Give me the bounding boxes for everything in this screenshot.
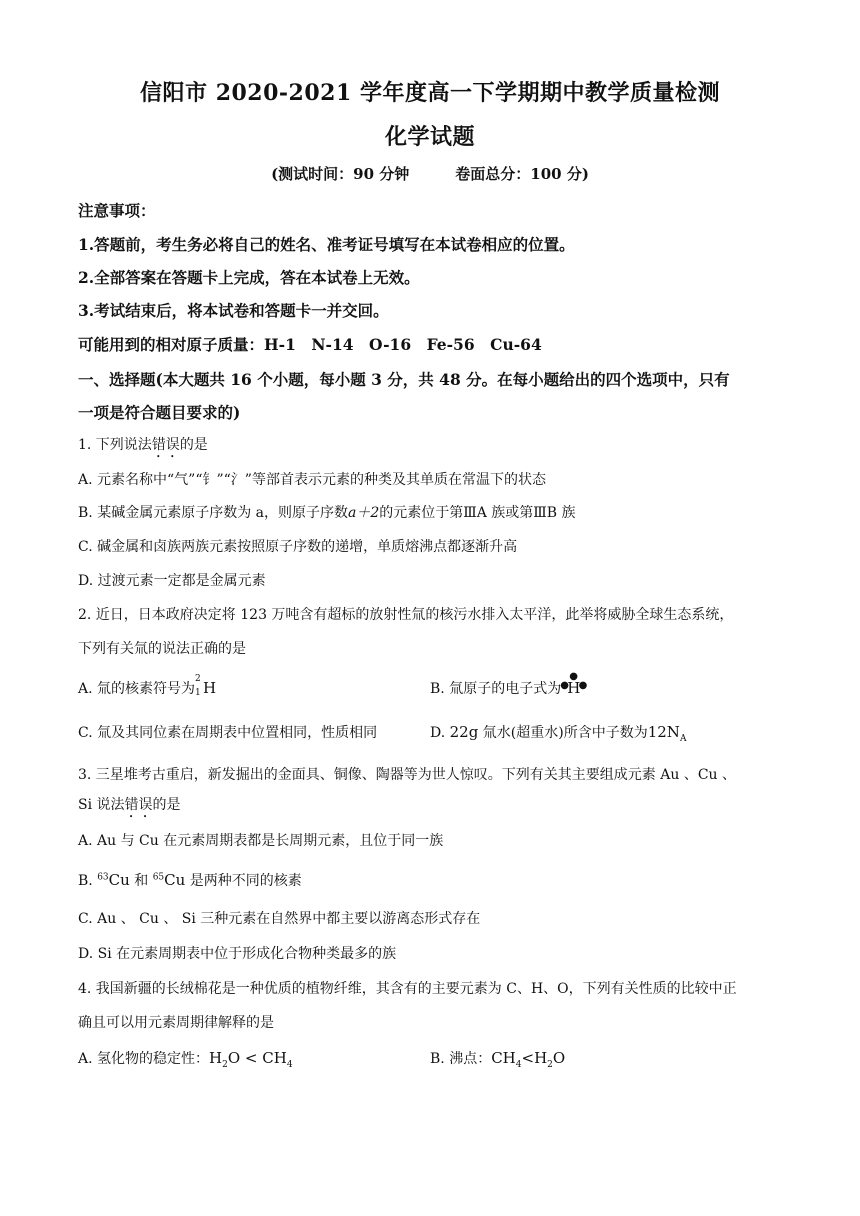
q4-stem-cont: 确且可以用元素周期律解释的是 <box>78 1015 274 1031</box>
electron-dot-formula <box>560 671 588 697</box>
exam-info <box>0 163 860 184</box>
nuclide-symbol <box>195 674 217 698</box>
q3-stem-end: 的是 <box>152 797 181 813</box>
exam-title: 信阳市 2020-2021 学年度高一下学期期中教学质量检测 <box>140 80 720 106</box>
atomic-masses: 可能用到的相对原子质量：H-1 N-14 O-16 Fe-56 Cu-64 <box>78 335 542 354</box>
q3-stem-cont <box>78 794 181 821</box>
q2-d-sub: A <box>679 733 687 744</box>
q3-b-text: B. <box>78 873 98 889</box>
q4-option-b <box>430 1048 565 1070</box>
element-symbol: H <box>567 679 581 697</box>
note-item: 2.全部答案在答题卡上完成，答在本试卷上无效。 <box>78 268 420 287</box>
q3-option-a: A. Au 与 Cu 在元素周期表都是长周期元素，且位于同一族 <box>78 833 444 849</box>
q4-stem: 4. 我国新疆的长绒棉花是一种优质的植物纤维，其含有的主要元素为 C、H、O，下列有关性质的比较中正 <box>78 981 737 997</box>
q4-option-a <box>78 1048 293 1070</box>
q1-b-math: a＋2 <box>347 505 380 521</box>
q2-d-mid: 氚水(超重水)所含中子数为 <box>478 725 648 741</box>
q3-b-end: 是两种不同的核素 <box>185 873 302 889</box>
q2-option-b <box>430 671 588 698</box>
formula-part: <H <box>521 1049 548 1067</box>
q3-option-d: D. Si 在元素周期表中位于形成化合物种类最多的族 <box>78 946 397 962</box>
q1-b-end: 的元素位于第ⅢA 族或第ⅢB 族 <box>379 505 576 521</box>
q2-d-text: D. <box>430 725 450 741</box>
q1-emphasis: 错误 <box>151 437 180 453</box>
q1-option-a: A. 元素名称中“气”“钅”“氵”等部首表示元素的种类及其单质在常温下的状态 <box>78 472 546 488</box>
q2-option-a <box>78 674 217 698</box>
q1-stem-text: 1. 下列说法 <box>78 437 152 453</box>
q1-stem-end: 的是 <box>179 437 208 453</box>
exam-score: 卷面总分：100 分) <box>455 165 589 183</box>
q1-option-c: C. 碱金属和卤族两族元素按照原子序数的递增，单质熔沸点都逐渐升高 <box>78 539 518 555</box>
formula-sub: 2 <box>547 1059 553 1070</box>
q4-b-text: B. 沸点： <box>430 1051 492 1067</box>
formula-sub: 4 <box>515 1059 522 1070</box>
q3-b-mid: 和 <box>129 873 153 889</box>
formula-sub: 2 <box>222 1059 228 1070</box>
formula-sub: 4 <box>286 1059 293 1070</box>
q3-emphasis: 错误 <box>124 797 153 813</box>
electron-dot-icon: ● <box>578 680 588 691</box>
section-heading-cont: 一项是符合题目要求的) <box>78 403 241 422</box>
q2-d-mass: 22g <box>449 723 479 741</box>
q2-b-text: B. 氚原子的电子式为 <box>430 681 562 697</box>
q2-stem: 2. 近日，日本政府决定将 123 万吨含有超标的放射性氚的核污水排入太平洋，此举将威胁全球生态系统， <box>78 607 734 623</box>
formula-part: H <box>209 1049 223 1067</box>
q3-option-c: C. Au 、 Cu 、 Si 三种元素在自然界中都主要以游离态形式存在 <box>78 911 481 927</box>
section-heading: 一、选择题(本大题共 16 个小题，每小题 3 分，共 48 分。在每小题给出的四个选项中，只有 <box>78 370 730 389</box>
q3-stem-text: Si 说法 <box>78 797 125 813</box>
note-item: 3.考试结束后，将本试卷和答题卡一并交回。 <box>78 301 389 320</box>
q1-b-text: B. 某碱金属元素原子序数为 a，则原子序数 <box>78 505 348 521</box>
element-symbol: Cu <box>164 871 186 889</box>
mass-number: 2 <box>195 674 201 684</box>
q2-stem-cont: 下列有关氚的说法正确的是 <box>78 641 246 657</box>
notes-heading: 注意事项： <box>78 201 156 220</box>
q4-a-text: A. 氢化物的稳定性： <box>78 1051 210 1067</box>
mass-number: 63 <box>97 872 109 883</box>
note-item: 1.答题前，考生务必将自己的姓名、准考证号填写在本试卷相应的位置。 <box>78 235 575 254</box>
formula-part: O <box>552 1049 566 1067</box>
mass-number: 65 <box>152 872 165 883</box>
q1-stem <box>78 434 208 461</box>
q2-option-c: C. 氚及其同位素在周期表中位置相同，性质相同 <box>78 725 378 741</box>
q3-option-b <box>78 870 302 890</box>
subject-title: 化学试题 <box>384 124 475 150</box>
element-symbol: Cu <box>108 871 130 889</box>
q2-d-value: 12N <box>647 723 680 741</box>
q2-option-d <box>430 722 686 744</box>
atomic-number: 1 <box>195 688 201 698</box>
formula-part: O < CH <box>227 1049 287 1067</box>
q1-option-b <box>78 502 576 522</box>
exam-time: (测试时间：90 分钟 <box>271 165 410 183</box>
electron-dot-icon: ● <box>569 671 578 682</box>
electron-dot-icon: ● <box>560 680 569 691</box>
q3-stem: 3. 三星堆考古重启，新发掘出的金面具、铜像、陶器等为世人惊叹。下列有关其主要组成元素 Au 、Cu 、 <box>78 767 737 783</box>
formula-part: CH <box>491 1049 516 1067</box>
q1-option-d: D. 过渡元素一定都是金属元素 <box>78 573 266 589</box>
q2-a-text: A. 氚的核素符号为 <box>78 681 196 697</box>
element-symbol: H <box>203 679 217 697</box>
